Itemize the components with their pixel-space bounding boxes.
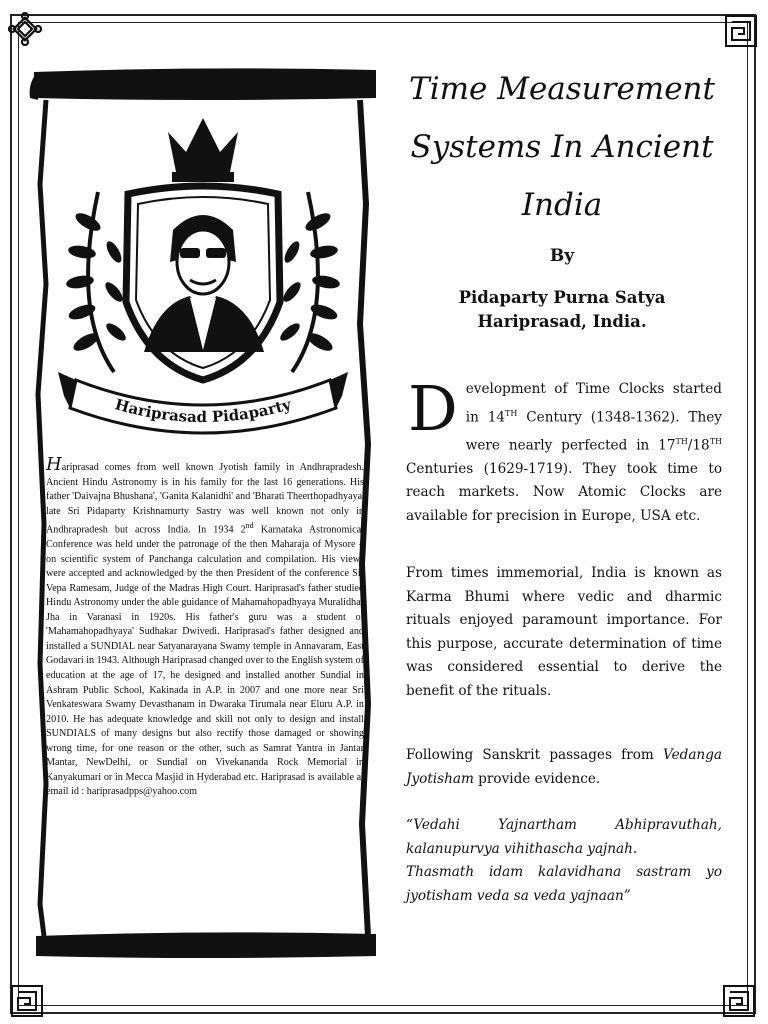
para1-sup-a: TH bbox=[505, 408, 518, 418]
bio-text-part2: Karnataka Astronomical Conference was held under the patronage of the then Maharaja of Mysore – on scientific system of Panchanga calculation and compilation. His views were accepted and acknowledged by the then President of the conference Sir Vepa Ramesam, Judge of the Madras High Court. Hariprasad's father studied Hindu Astronomy under the able guidance of Mahamahopadhyaya Muralidhar Jha in Varanasi in 1920s. His father's guru was a student of 'Mahamahopadhyaya' Sudhakar Dwivedi. Hariprasad's father designed and installed a SUNDIAL near Satyanarayana Swamy temple in Annavaram, East Godavari in 1943. Although Hariprasad changed over to the English system of education at the age of 17, he designed and installed another Sundial in Ashram Public School, Kakinada in A.P. in 2007 and one more near Sri Venkateswara Swamy Devasthanam in Dwaraka Tirumala near Eluru A.P. in 2010. He has adequate knowledge and skill not only to design and install SUNDIALS of many designs but also rectify those damaged or showing wrong time, for one reason or the other, such as Samrat Yantra in Jantar Mantar, NewDelhi, or Sundial on Vivekananda Rock Memorial in Kanyakumari or in Mecca Masjid in Hyderabad etc. Hariprasad is available at email id : hariprasadpps@yahoo.com bbox=[46, 524, 364, 798]
bio-text-part1: ariprasad comes from well known Jyotish family in Andhrapradesh. Ancient Hindu Astronomy is in his family for the last 16 generations. His father 'Daivajna Bhushana', 'Ganita Kalanidhi' and 'Bharati Theerthopadhyaya' late Sri Pidaparty Krishnamurty Sastry was well known not only in Andhrapradesh but across India. In 1934 2 bbox=[46, 462, 364, 536]
author-line-2: Hariprasad, India. bbox=[477, 312, 647, 331]
laurel-right-icon bbox=[278, 192, 341, 372]
quote-line-2: Thasmath idam kalavidhana sastram yo jyotisham veda sa veda yajnaan” bbox=[406, 864, 722, 904]
portrait-figure bbox=[144, 215, 264, 352]
para1-text-b: Century (1348-1362). They were nearly perfected in 17 bbox=[465, 409, 722, 454]
author-bio bbox=[46, 454, 364, 800]
ribbon-name-text: Hariprasad Pidaparty bbox=[112, 395, 294, 427]
paragraph-sanskrit-intro bbox=[406, 744, 722, 791]
portrait-crest bbox=[58, 112, 348, 442]
paragraph-karma-bhumi: From times immemorial, India is known as Karma Bhumi where vedic and dharmic rituals enjoyed paramount importance. For this purpose, accurate determination of time was considered essential to derive the benefit of the rituals. bbox=[406, 565, 722, 699]
author-name bbox=[392, 286, 732, 334]
quote-line-1: “Vedahi Yajnartham Abhipravuthah, kalanupurvya vihithascha yajnah. bbox=[406, 817, 722, 857]
para1-text-a: evelopment of Time Clocks started in 14 bbox=[465, 381, 722, 426]
para3-text-b: provide evidence. bbox=[473, 770, 601, 787]
byline-label: By bbox=[549, 246, 575, 266]
para1-text-d: Centuries (1629-1719). They took time to reach markets. Now Atomic Clocks are available for precision in Europe, USA etc. bbox=[406, 460, 722, 524]
bio-initial: H bbox=[46, 454, 62, 475]
sanskrit-quote bbox=[406, 814, 722, 908]
crown-icon bbox=[168, 118, 238, 182]
paragraph-time-clocks bbox=[406, 372, 722, 528]
drop-cap: D bbox=[408, 372, 458, 445]
para1-sup-b: TH bbox=[675, 436, 688, 446]
endless-knot-icon bbox=[8, 12, 42, 46]
author-line-1: Pidaparty Purna Satya bbox=[458, 288, 666, 307]
laurel-left-icon bbox=[65, 192, 128, 372]
key-pattern-icon bbox=[10, 984, 44, 1018]
title-line-3: India bbox=[521, 187, 603, 223]
vedanga-jyotisham-title: Vedanga Jyotisham bbox=[406, 747, 722, 787]
para1-sup-c: TH bbox=[709, 436, 722, 446]
key-pattern-icon bbox=[722, 984, 756, 1018]
title-line-2: Systems In Ancient bbox=[410, 129, 714, 165]
page-title bbox=[392, 60, 732, 234]
bio-superscript: nd bbox=[245, 521, 254, 531]
para3-text-a: Following Sanskrit passages from bbox=[406, 747, 664, 763]
para1-text-c: /18 bbox=[687, 437, 710, 454]
key-pattern-icon bbox=[724, 14, 758, 48]
title-line-1: Time Measurement bbox=[409, 71, 715, 107]
